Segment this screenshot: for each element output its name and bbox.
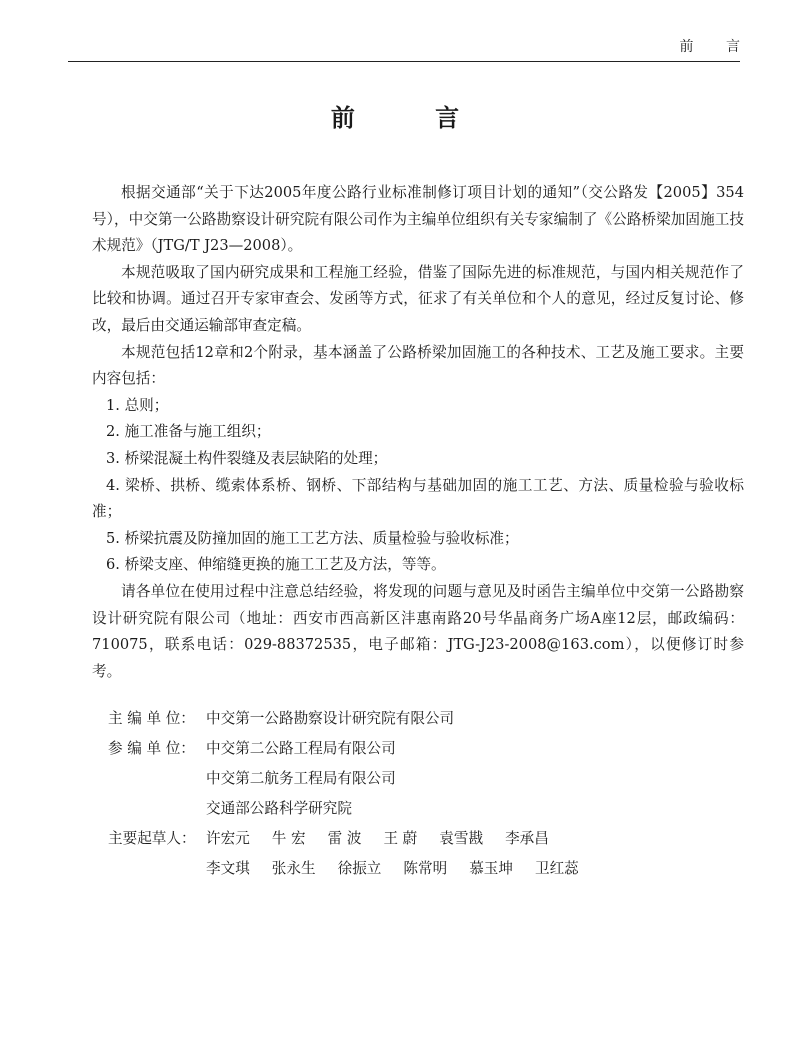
header-rule xyxy=(68,61,740,62)
drafter-name: 徐振立 xyxy=(337,860,382,877)
content-item-3: 3. 桥梁混凝土构件裂缝及表层缺陷的处理； xyxy=(106,449,388,467)
page-title: 前 言 xyxy=(330,104,496,132)
drafter-name: 王 蔚 xyxy=(383,830,418,847)
drafters-list xyxy=(206,824,728,884)
credits-block xyxy=(108,704,728,884)
chief-editor-row xyxy=(108,704,728,734)
paragraph-scope: 本规范包括12章和2个附录，基本涵盖了公路桥梁加固施工的各种技术、工艺及施工要求。主要内容包括： xyxy=(92,343,744,388)
drafter-name: 卫红蕊 xyxy=(534,860,579,877)
participating-unit: 中交第二公路工程局有限公司 xyxy=(206,740,396,757)
drafter-name: 慕玉坤 xyxy=(469,860,513,877)
content-item-5: 5. 桥梁抗震及防撞加固的施工工艺方法、质量检验与验收标准； xyxy=(106,529,519,547)
drafters-label: 主要起草人： xyxy=(108,830,196,847)
content-item-2: 2. 施工准备与施工组织； xyxy=(106,423,271,441)
drafter-name: 李文琪 xyxy=(206,860,250,877)
drafters-line-1 xyxy=(206,824,728,854)
drafter-name: 袁雪戡 xyxy=(439,830,484,847)
participating-row xyxy=(108,734,728,824)
participating-unit: 交通部公路科学研究院 xyxy=(206,800,352,817)
content-item-4: 4. 梁桥、拱桥、缆索体系桥、钢桥、下部结构与基础加固的施工工艺、方法、质量检验与验收标准； xyxy=(92,476,744,521)
participating-unit: 中交第二航务工程局有限公司 xyxy=(206,770,396,787)
content-item-6: 6. 桥梁支座、伸缩缝更换的施工工艺及方法，等等。 xyxy=(106,556,446,574)
chief-editor-unit: 中交第一公路勘察设计研究院有限公司 xyxy=(206,710,455,727)
drafter-name: 张永生 xyxy=(271,860,316,877)
drafter-name: 李承昌 xyxy=(505,830,549,847)
drafter-name: 雷 波 xyxy=(327,830,362,847)
foreword-body xyxy=(92,180,744,685)
drafter-name: 陈常明 xyxy=(403,860,448,877)
running-title: 前 言 xyxy=(679,39,754,55)
drafter-name: 许宏元 xyxy=(206,830,250,847)
chief-editor-label: 主 编 单 位： xyxy=(108,710,195,727)
paragraph-coordination: 本规范吸取了国内研究成果和工程施工经验，借鉴了国际先进的标准规范，与国内相关规范作了比较和协调。通过召开专家审查会、发函等方式，征求了有关单位和个人的意见，经过反复讨论、修改，最后由交通运输部审查定稿。 xyxy=(92,263,744,334)
paragraph-intro: 根据交通部“关于下达2005年度公路行业标准制修订项目计划的通知”（交公路发【2005】354号），中交第一公路勘察设计研究院有限公司作为主编单位组织有关专家编制了《公路桥梁加固施工技术规范》（JTG/T J23—2008）。 xyxy=(92,184,744,255)
drafters-row xyxy=(108,824,728,884)
participating-units xyxy=(206,734,728,824)
content-item-1: 1. 总则； xyxy=(106,396,169,414)
running-header xyxy=(70,36,754,58)
paragraph-feedback: 请各单位在使用过程中注意总结经验，将发现的问题与意见及时函告主编单位中交第一公路勘察设计研究院有限公司（地址：西安市西高新区沣惠南路20号华晶商务广场A座12层，邮政编码：710075，联系电话：029-88372535，电子邮箱：JTG-J23-2008@163.com），以便修订时参考。 xyxy=(92,582,744,680)
drafter-name: 牛 宏 xyxy=(271,830,306,847)
drafters-line-2 xyxy=(206,854,728,884)
participating-label: 参 编 单 位： xyxy=(108,740,195,757)
